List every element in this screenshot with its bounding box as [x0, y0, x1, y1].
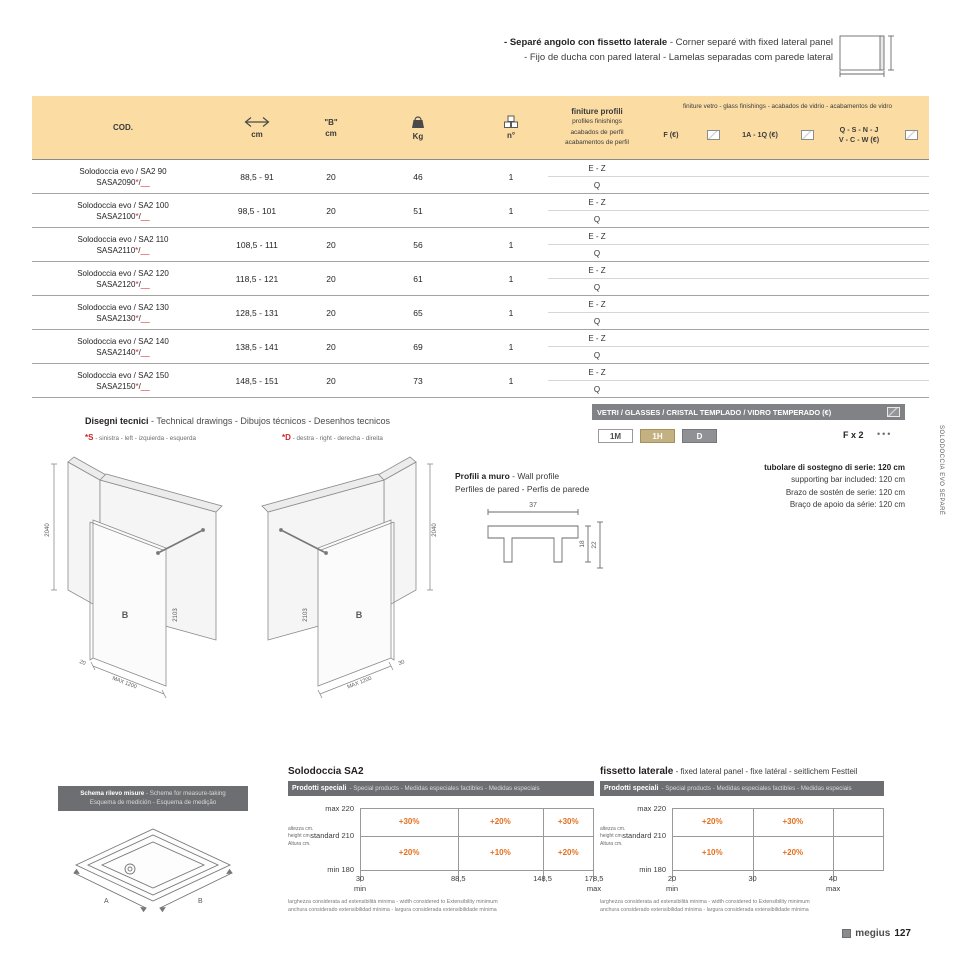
product-code: SASA2100*/__ — [96, 211, 150, 221]
table-row — [32, 194, 929, 228]
table-row — [32, 160, 929, 194]
x-label: 30 — [748, 874, 757, 883]
glass-type-d-button[interactable]: D — [682, 429, 717, 443]
surcharge-cell: +30% — [782, 817, 804, 827]
finishes-line-1: finiture profili — [571, 106, 623, 116]
cell-kg: 65 — [413, 307, 423, 318]
surcharge-cell: +20% — [557, 848, 579, 858]
glass-type-1h-button[interactable]: 1H — [640, 429, 675, 443]
finishes-line-2: profiles finishings — [572, 117, 622, 125]
wall-profile-drawing — [458, 498, 608, 608]
glass-finishes-span: finiture vetro - glass finishings - acabados de vidrio - acabamentos de vidro — [683, 103, 892, 110]
y-label-max: max 220 — [637, 804, 666, 813]
cell-n: 1 — [508, 273, 514, 284]
x-label: 20 min — [665, 874, 679, 894]
y-label-max: max 220 — [325, 804, 354, 813]
finish-option-1: E - Z — [588, 231, 606, 241]
product-name: Solodoccia evo / SA2 110 — [77, 234, 169, 244]
price-qsnj-line-2: V - C - W (€) — [838, 134, 880, 144]
product-cell — [32, 194, 214, 227]
surcharge-cell: +20% — [398, 848, 420, 858]
chart-grid — [360, 808, 594, 870]
product-cell — [32, 330, 214, 363]
technical-drawing-left — [38, 450, 238, 708]
chart-grid — [672, 808, 884, 870]
col-header-cod: COD. — [113, 123, 133, 132]
product-cell — [32, 228, 214, 261]
surcharge-cell: +30% — [398, 817, 420, 827]
product-code: SASA2130*/__ — [96, 313, 150, 323]
support-bar-note-es: Brazo de sostén de serie: 120 cm — [785, 487, 905, 497]
title-italian: - Separé angolo con fissetto laterale — [504, 37, 668, 48]
surcharge-cell: +20% — [490, 817, 511, 827]
product-code: SASA2090*/__ — [96, 177, 150, 187]
y-label-standard: standard 210 — [310, 831, 354, 840]
cell-kg: 61 — [413, 273, 423, 284]
cell-n: 1 — [508, 171, 514, 182]
finish-option-1: E - Z — [588, 367, 606, 377]
cell-b: 20 — [326, 273, 336, 284]
y-label-min: min 180 — [327, 865, 354, 874]
product-cell — [32, 296, 214, 329]
dim-2103-label: 2103 — [303, 608, 309, 622]
cell-kg: 73 — [413, 375, 423, 386]
page-footer — [842, 928, 911, 939]
cell-cm: 138,5 - 141 — [235, 341, 279, 352]
drawings-heading: Disegni tecnici - Technical drawings - Dibujos técnicos - Desenhos tecnicos — [85, 416, 390, 426]
glass-icon — [790, 130, 824, 140]
brand-name: megius — [855, 928, 891, 939]
finish-option-2: Q — [593, 214, 601, 224]
finish-option-1: E - Z — [588, 299, 606, 309]
cell-finishes-prices — [548, 330, 929, 363]
surcharge-cell: +30% — [557, 817, 579, 827]
product-name: Solodoccia evo / SA2 120 — [77, 268, 169, 278]
support-bar-note-it: tubolare di sostegno di serie: 120 cm — [764, 463, 905, 472]
profile-dim-37: 37 — [529, 502, 537, 509]
chart-header-bar: Prodotti speciali - Special products - Medidas especiales factibles - Medidas especiais — [600, 781, 884, 796]
measure-scheme-box — [58, 786, 248, 920]
finish-option-2: Q — [593, 384, 601, 394]
dim-2040-label: 2040 — [432, 523, 438, 537]
col-header-kg — [362, 96, 474, 159]
x-label: 148,5 — [533, 874, 552, 883]
table-row — [32, 262, 929, 296]
surcharge-cell: +10% — [701, 848, 723, 858]
cell-b: 20 — [326, 239, 336, 250]
col-header-n-label: n° — [506, 131, 516, 140]
y-axis-note: altezza cm. height cm. Altura cm. — [288, 826, 314, 847]
dim-max-label: MAX 1200 — [111, 675, 138, 691]
finishes-line-3: acabados de perfil — [570, 128, 624, 136]
col-header-n — [474, 96, 548, 159]
surcharge-cell: +20% — [782, 848, 804, 858]
col-header-price-qsnj — [824, 125, 894, 144]
finish-option-2: Q — [593, 248, 601, 258]
glass-price-columns — [646, 110, 929, 159]
finishes-line-4: acabamentos de perfil — [565, 139, 629, 147]
cell-b: 20 — [326, 205, 336, 216]
price-qsnj-line-1: Q - S - N - J — [839, 125, 879, 135]
col-header-kg-label: Kg — [412, 131, 424, 141]
shower-tray-drawing — [58, 811, 248, 915]
table-row — [32, 364, 929, 398]
finish-option-1: E - Z — [588, 197, 606, 207]
dim-30-label: 30 — [397, 659, 406, 667]
glasses-header-title: VETRI / GLASSES / CRISTAL TEMPLADO / VIDRO TEMPERADO (€) — [597, 407, 832, 417]
finish-option-1: E - Z — [588, 163, 606, 173]
product-name: Solodoccia evo / SA2 90 — [79, 166, 167, 176]
dim-2103-label: 2103 — [173, 608, 179, 622]
x-label: 178,5 max — [584, 874, 604, 894]
chart-title: Solodoccia SA2 — [288, 766, 364, 777]
cell-n: 1 — [508, 375, 514, 386]
tray-dim-a: A — [104, 897, 109, 905]
brand-logo-icon — [842, 929, 851, 938]
y-axis-note: altezza cm. height cm. Altura cm. — [600, 826, 626, 847]
glass-icon — [894, 130, 929, 140]
package-icon — [502, 115, 520, 129]
col-header-price-f: F (€) — [663, 129, 679, 139]
width-arrow-icon — [242, 116, 272, 128]
cell-b: 20 — [326, 375, 336, 386]
glass-icon — [696, 130, 730, 140]
product-name: Solodoccia evo / SA2 150 — [77, 370, 169, 380]
glass-fx2-label: F x 2 — [843, 430, 864, 440]
profile-dim-22: 22 — [591, 541, 598, 549]
cell-finishes-prices — [548, 296, 929, 329]
cell-b: 20 — [326, 307, 336, 318]
chart-x-axis — [353, 870, 604, 894]
cell-n: 1 — [508, 205, 514, 216]
finish-option-1: E - Z — [588, 265, 606, 275]
x-label: 40 max — [826, 874, 841, 894]
corner-panel-icon — [837, 30, 903, 78]
product-cell — [32, 262, 214, 295]
side-series-label: SOLODOCCIA EVO SEPARÉ — [938, 425, 944, 516]
title-line-2: - Fijo de ducha con pared lateral - Lamelas separadas com parede lateral — [524, 51, 833, 63]
finish-option-2: Q — [593, 350, 601, 360]
chart-title: fissetto laterale - fixed lateral panel - fixe latéral - seitlichem Festteil — [600, 766, 858, 777]
page-number: 127 — [894, 928, 911, 939]
product-cell — [32, 364, 214, 397]
dim-b-label: B — [355, 610, 363, 620]
cell-kg: 46 — [413, 171, 423, 182]
product-name: Solodoccia evo / SA2 100 — [77, 200, 169, 210]
dim-max-label: MAX 1200 — [346, 675, 373, 691]
y-label-standard: standard 210 — [622, 831, 666, 840]
wall-profile-block — [455, 470, 650, 496]
product-code: SASA2110*/__ — [96, 245, 150, 255]
measure-scheme-header: Schema rilevo misure - Scheme for measure-taking Esquema de medición - Esquema de medição — [58, 786, 248, 811]
table-row — [32, 296, 929, 330]
chart-y-axis — [600, 804, 672, 874]
col-header-price-1a-1q: 1A - 1Q (€) — [742, 129, 778, 139]
support-bar-note-en: supporting bar included: 120 cm — [791, 475, 905, 485]
finish-option-2: Q — [593, 180, 601, 190]
chart-footnote: larghezza considerata ad estensibilità minima - width considered to Extensibility minimum anchura considerado extensibilidad mínima - largura considerada extensibilidade mínima — [600, 899, 810, 914]
cell-b: 20 — [326, 341, 336, 352]
glass-options-dots: ••• — [877, 429, 893, 439]
surcharge-cell: +10% — [490, 848, 511, 858]
product-code: SASA2150*/__ — [96, 381, 150, 391]
cell-n: 1 — [508, 341, 514, 352]
col-header-cm-label: cm — [251, 130, 263, 139]
cell-n: 1 — [508, 307, 514, 318]
cell-finishes-prices — [548, 228, 929, 261]
legend-left-version: *S - sinistra - left - izquierda - esquerda — [85, 433, 196, 442]
glass-type-1m-button[interactable]: 1M — [598, 429, 633, 443]
surcharge-cell: +20% — [701, 817, 723, 827]
cell-cm: 118,5 - 121 — [235, 273, 279, 284]
x-label: 88,5 — [450, 874, 466, 883]
cell-kg: 69 — [413, 341, 423, 352]
cell-kg: 51 — [413, 205, 423, 216]
cell-finishes-prices — [548, 194, 929, 227]
special-sizes-chart-sa2 — [288, 766, 604, 914]
cell-finishes-prices — [548, 262, 929, 295]
col-header-b-cm: cm — [325, 128, 337, 138]
glass-type-buttons — [598, 429, 717, 443]
cell-cm: 148,5 - 151 — [235, 375, 279, 386]
dim-20-label: 20 — [78, 659, 87, 667]
cell-b: 20 — [326, 171, 336, 182]
product-table — [32, 96, 929, 398]
wall-profile-title: Profili a muro - Wall profile — [455, 471, 560, 481]
col-header-finishes — [548, 96, 646, 159]
finish-option-2: Q — [593, 316, 601, 326]
title-line-1 — [504, 36, 833, 51]
technical-drawing-right — [246, 450, 446, 708]
table-header — [32, 96, 929, 160]
x-label: 30 min — [353, 874, 367, 894]
chart-y-axis — [288, 804, 360, 874]
table-row — [32, 330, 929, 364]
page-title — [504, 36, 833, 65]
cell-finishes-prices — [548, 364, 929, 397]
product-cell — [32, 160, 214, 193]
profile-dim-18: 18 — [579, 540, 586, 548]
tray-dim-b: B — [198, 897, 203, 905]
cell-kg: 56 — [413, 239, 423, 250]
col-header-b — [300, 96, 362, 159]
product-code: SASA2120*/__ — [96, 279, 150, 289]
support-bar-note-pt: Braço de apoio da série: 120 cm — [789, 500, 905, 510]
chart-x-axis — [665, 870, 884, 894]
wall-profile-subtitle: Perfiles de pared - Perfis de parede — [455, 484, 590, 495]
col-header-glass-group — [646, 96, 929, 159]
cell-cm: 98,5 - 101 — [237, 205, 277, 216]
title-english: - Corner separé with fixed lateral panel — [667, 37, 833, 48]
special-sizes-chart-fixed-panel — [600, 766, 884, 914]
dim-b-label: B — [121, 610, 129, 620]
dim-2040-label: 2040 — [45, 523, 51, 537]
chart-header-bar: Prodotti speciali - Special products - Medidas especiales factibles - Medidas especiais — [288, 781, 594, 796]
table-row — [32, 228, 929, 262]
cell-cm: 88,5 - 91 — [240, 171, 274, 182]
cell-n: 1 — [508, 239, 514, 250]
product-name: Solodoccia evo / SA2 140 — [77, 336, 169, 346]
weight-icon — [410, 115, 426, 130]
finish-option-2: Q — [593, 282, 601, 292]
y-label-min: min 180 — [639, 865, 666, 874]
glass-icon — [887, 407, 900, 417]
chart-footnote: larghezza considerata ad estensibilità minima - width considered to Extensibility minimum anchura considerado extensibilidad mínima - largura considerada extensibilidade mínima — [288, 899, 498, 914]
col-header-cm — [214, 96, 300, 159]
cell-cm: 128,5 - 131 — [235, 307, 279, 318]
finish-option-1: E - Z — [588, 333, 606, 343]
cell-finishes-prices — [548, 160, 929, 193]
cell-cm: 108,5 - 111 — [236, 239, 278, 250]
product-code: SASA2140*/__ — [96, 347, 150, 357]
support-bar-note — [764, 462, 905, 512]
legend-right-version: *D - destra - right - derecha - direita — [282, 433, 383, 442]
product-name: Solodoccia evo / SA2 130 — [77, 302, 169, 312]
glasses-header-bar — [592, 404, 905, 420]
col-header-b-label: "B" — [324, 117, 338, 127]
